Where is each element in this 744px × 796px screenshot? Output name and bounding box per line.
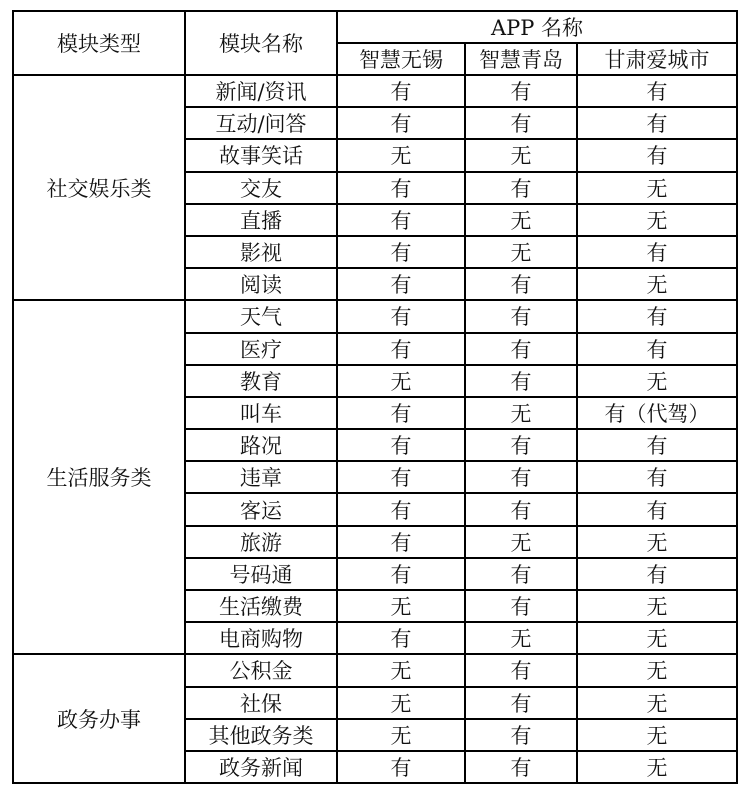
- availability-cell: 有: [465, 558, 577, 590]
- availability-cell: 无: [577, 526, 737, 558]
- availability-cell: 无: [577, 590, 737, 622]
- availability-cell: 无: [337, 719, 465, 751]
- availability-cell: 无: [577, 687, 737, 719]
- availability-cell: 有: [577, 107, 737, 139]
- category-cell: 生活服务类: [13, 300, 185, 654]
- header-module-type: 模块类型: [13, 11, 185, 75]
- app-module-comparison-table: [12, 10, 738, 784]
- header-row-1: [13, 11, 737, 43]
- availability-cell: 有: [337, 493, 465, 525]
- category-cell: 社交娱乐类: [13, 75, 185, 300]
- availability-cell: 有: [337, 461, 465, 493]
- module-name-cell: 违章: [185, 461, 337, 493]
- module-name-cell: 政务新闻: [185, 751, 337, 783]
- module-name-cell: 新闻/资讯: [185, 75, 337, 107]
- availability-cell: 有: [337, 429, 465, 461]
- module-name-cell: 其他政务类: [185, 719, 337, 751]
- table-row: [13, 75, 737, 107]
- availability-cell: 有: [465, 172, 577, 204]
- availability-cell: 无: [465, 139, 577, 171]
- module-name-cell: 天气: [185, 300, 337, 332]
- availability-cell: 无: [577, 172, 737, 204]
- availability-cell: 有: [337, 172, 465, 204]
- module-name-cell: 直播: [185, 204, 337, 236]
- availability-cell: 有: [337, 333, 465, 365]
- availability-cell: 有: [337, 204, 465, 236]
- availability-cell: 有: [465, 590, 577, 622]
- availability-cell: 无: [465, 397, 577, 429]
- availability-cell: 有: [337, 751, 465, 783]
- availability-cell: 无: [577, 365, 737, 397]
- availability-cell: 无: [337, 590, 465, 622]
- availability-cell: 有: [337, 107, 465, 139]
- category-cell: 政务办事: [13, 654, 185, 783]
- table-row: [13, 300, 737, 332]
- availability-cell: 有: [577, 75, 737, 107]
- availability-cell: 有: [337, 75, 465, 107]
- availability-cell: 有: [465, 268, 577, 300]
- availability-cell: 有: [465, 654, 577, 686]
- table-row: [13, 654, 737, 686]
- availability-cell: 有: [465, 493, 577, 525]
- availability-cell: 有: [465, 429, 577, 461]
- module-name-cell: 阅读: [185, 268, 337, 300]
- availability-cell: 有: [337, 268, 465, 300]
- availability-cell: 无: [337, 365, 465, 397]
- availability-cell: 有: [577, 300, 737, 332]
- availability-cell: 有（代驾）: [577, 397, 737, 429]
- availability-cell: 无: [577, 622, 737, 654]
- module-name-cell: 电商购物: [185, 622, 337, 654]
- availability-cell: 有: [465, 75, 577, 107]
- module-name-cell: 教育: [185, 365, 337, 397]
- availability-cell: 无: [577, 654, 737, 686]
- availability-cell: 有: [577, 493, 737, 525]
- availability-cell: 有: [337, 622, 465, 654]
- availability-cell: 有: [577, 558, 737, 590]
- module-name-cell: 交友: [185, 172, 337, 204]
- module-name-cell: 客运: [185, 493, 337, 525]
- availability-cell: 有: [465, 687, 577, 719]
- availability-cell: 有: [465, 719, 577, 751]
- module-name-cell: 路况: [185, 429, 337, 461]
- availability-cell: 有: [577, 236, 737, 268]
- availability-cell: 有: [577, 461, 737, 493]
- availability-cell: 有: [465, 751, 577, 783]
- availability-cell: 有: [337, 558, 465, 590]
- availability-cell: 无: [337, 139, 465, 171]
- header-app-wuxi: 智慧无锡: [337, 43, 465, 75]
- availability-cell: 无: [465, 204, 577, 236]
- table-body: [13, 75, 737, 783]
- availability-cell: 有: [577, 139, 737, 171]
- availability-cell: 无: [465, 526, 577, 558]
- module-name-cell: 影视: [185, 236, 337, 268]
- availability-cell: 有: [337, 300, 465, 332]
- availability-cell: 无: [465, 236, 577, 268]
- availability-cell: 无: [577, 719, 737, 751]
- availability-cell: 有: [465, 300, 577, 332]
- header-app-gansu: 甘肃爱城市: [577, 43, 737, 75]
- module-name-cell: 旅游: [185, 526, 337, 558]
- module-name-cell: 生活缴费: [185, 590, 337, 622]
- availability-cell: 有: [337, 236, 465, 268]
- availability-cell: 无: [577, 268, 737, 300]
- module-name-cell: 社保: [185, 687, 337, 719]
- module-name-cell: 互动/问答: [185, 107, 337, 139]
- module-name-cell: 故事笑话: [185, 139, 337, 171]
- availability-cell: 无: [577, 751, 737, 783]
- availability-cell: 无: [337, 654, 465, 686]
- module-name-cell: 号码通: [185, 558, 337, 590]
- header-app-qingdao: 智慧青岛: [465, 43, 577, 75]
- availability-cell: 有: [577, 333, 737, 365]
- module-name-cell: 公积金: [185, 654, 337, 686]
- availability-cell: 有: [465, 461, 577, 493]
- availability-cell: 有: [465, 333, 577, 365]
- availability-cell: 有: [337, 397, 465, 429]
- availability-cell: 有: [337, 526, 465, 558]
- module-name-cell: 医疗: [185, 333, 337, 365]
- availability-cell: 无: [577, 204, 737, 236]
- availability-cell: 无: [337, 687, 465, 719]
- availability-cell: 有: [577, 429, 737, 461]
- availability-cell: 有: [465, 107, 577, 139]
- availability-cell: 有: [465, 365, 577, 397]
- header-app-name-group: APP 名称: [337, 11, 737, 43]
- header-module-name: 模块名称: [185, 11, 337, 75]
- availability-cell: 无: [465, 622, 577, 654]
- module-name-cell: 叫车: [185, 397, 337, 429]
